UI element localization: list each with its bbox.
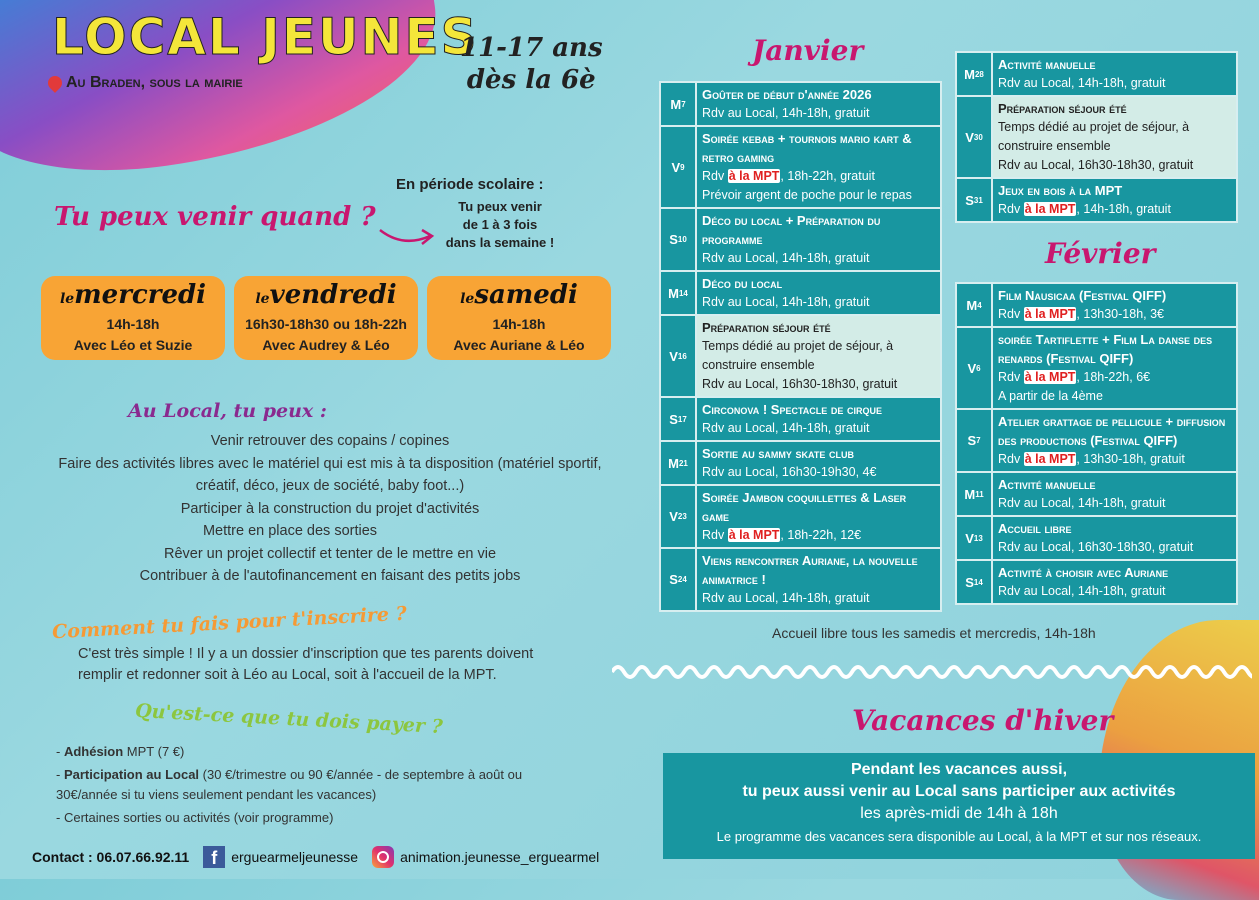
event-details <box>993 517 1236 559</box>
school-line: dans la semaine ! <box>445 235 555 250</box>
vacances-line: les après-midi de 14h à 18h <box>860 805 1058 822</box>
event-date: 24 <box>677 575 687 584</box>
event-day: V 23 <box>661 486 697 547</box>
event-row <box>661 442 940 486</box>
line-text: Prévoir argent de poche pour le repas <box>702 188 912 202</box>
event-details <box>697 486 940 547</box>
janvier-title: Janvier <box>752 34 864 67</box>
event-date: 16 <box>677 351 687 361</box>
event-line <box>998 582 1232 601</box>
when-title: Tu peux venir quand ? <box>54 202 376 232</box>
line-text: Rdv au Local, 16h30-18h30, gratuit <box>702 377 898 391</box>
day-prefix: le <box>255 291 270 307</box>
schedule-saturday <box>427 276 611 360</box>
schedule-friday <box>234 276 418 360</box>
school-text <box>430 198 570 252</box>
mpt-highlight: à la MPT <box>1024 452 1076 466</box>
contact-phone: Contact : 06.07.66.92.11 <box>32 849 190 865</box>
day-hours: 14h-18h <box>492 316 546 332</box>
map-pin-icon <box>45 73 65 93</box>
event-title: Film Nausicaa (Festival QIFF) <box>998 288 1167 303</box>
line-text: Rdv <box>998 307 1024 321</box>
age-line: dès la 6è <box>466 65 596 95</box>
event-day: S 14 <box>957 561 993 603</box>
event-title: Soirée Jambon coquillettes & Laser game <box>702 490 907 524</box>
mpt-highlight: à la MPT <box>728 169 780 183</box>
item-rest: Certaines sorties ou activités (voir programme) <box>63 810 334 825</box>
day-prefix: le <box>59 291 75 307</box>
event-line <box>998 74 1232 93</box>
event-details <box>993 410 1236 471</box>
instagram-icon <box>372 846 394 868</box>
event-date: 14 <box>973 577 983 587</box>
event-line <box>998 200 1232 219</box>
event-day: S 24 <box>661 549 697 610</box>
location <box>48 74 243 92</box>
event-day: V 16 <box>661 316 697 396</box>
event-day: M 28 <box>957 53 993 95</box>
event-details <box>993 561 1236 603</box>
payer-title: Qu'est-ce que tu dois payer ? <box>134 699 444 739</box>
fevrier-title: Février <box>1045 237 1156 270</box>
vacances-line: Le programme des vacances sera disponible au Local, à la MPT et sur nos réseaux. <box>716 829 1202 844</box>
mpt-highlight: à la MPT <box>728 528 780 542</box>
line-text: Rdv au Local, 16h30-19h30, 4€ <box>702 465 877 479</box>
fevrier-table <box>955 282 1238 605</box>
event-details <box>697 83 940 125</box>
school-line: de 1 à 3 fois <box>462 217 538 232</box>
event-details <box>697 442 940 484</box>
event-line <box>702 589 936 608</box>
event-row <box>957 473 1236 517</box>
event-line <box>998 305 1232 324</box>
item-rest: (30 €/trimestre ou 90 €/année - de septembre à août ou 30€/année si tu viens seulement pendant les vacances) <box>56 767 523 802</box>
contact-bar <box>32 846 599 868</box>
day-name: mercredi <box>74 280 207 310</box>
event-details <box>697 549 940 610</box>
line-text: Rdv au Local, 14h-18h, gratuit <box>998 76 1166 90</box>
event-day: M 11 <box>957 473 993 515</box>
event-date: 30 <box>973 132 983 142</box>
event-title: Circonova ! Spectacle de cirque <box>702 402 883 417</box>
line-text: Rdv au Local, 14h-18h, gratuit <box>702 106 870 120</box>
line-text: , 18h-22h, 12€ <box>780 528 862 542</box>
event-title: Activité manuelle <box>998 57 1096 72</box>
vacances-title: Vacances d'hiver <box>852 704 1114 737</box>
event-day: V 9 <box>661 127 697 207</box>
accueil-note: Accueil libre tous les samedis et mercredis, 14h-18h <box>772 625 1096 641</box>
event-line <box>702 463 936 482</box>
event-title: Atelier grattage de pellicule + diffusion des productions (Festival QIFF) <box>998 414 1226 448</box>
event-row <box>957 561 1236 603</box>
day-name: samedi <box>474 280 578 310</box>
event-details <box>697 316 940 396</box>
line-text: Rdv au Local, 14h-18h, gratuit <box>998 496 1166 510</box>
event-title: Activité à choisir avec Auriane <box>998 565 1169 580</box>
day-staff: Avec Léo et Suzie <box>73 337 193 353</box>
event-line <box>702 337 936 375</box>
event-date: 17 <box>677 414 687 424</box>
event-line <box>702 526 936 545</box>
event-title: Accueil libre <box>998 521 1072 536</box>
event-line <box>998 538 1232 557</box>
local-list <box>40 430 620 588</box>
event-row <box>661 398 940 442</box>
instagram-link[interactable]: animation.jeunesse_erguearmel <box>400 849 600 865</box>
event-row <box>661 127 940 209</box>
event-row <box>661 549 940 610</box>
event-details <box>697 272 940 314</box>
event-date: 31 <box>973 195 983 205</box>
event-date: 4 <box>977 300 982 310</box>
event-row <box>957 179 1236 221</box>
day-staff: Avec Audrey & Léo <box>262 337 390 353</box>
event-day: M 7 <box>661 83 697 125</box>
event-details <box>697 398 940 440</box>
line-text: , 18h-22h, 6€ <box>1076 370 1151 384</box>
line-text: Rdv au Local, 14h-18h, gratuit <box>998 584 1166 598</box>
day-prefix: le <box>460 291 475 307</box>
line-text: Rdv au Local, 16h30-18h30, gratuit <box>998 158 1194 172</box>
list-item: - Adhésion MPT (7 €) <box>56 744 185 759</box>
event-title: Activité manuelle <box>998 477 1096 492</box>
event-details <box>697 209 940 270</box>
event-details <box>993 328 1236 408</box>
event-day: M 4 <box>957 284 993 326</box>
location-text: Au Braden, sous la mairie <box>66 74 243 91</box>
line-text: A partir de la 4ème <box>998 389 1103 403</box>
event-title: Déco du local + Préparation du programme <box>702 213 881 247</box>
event-day: S 31 <box>957 179 993 221</box>
event-row <box>957 410 1236 473</box>
event-line <box>998 494 1232 513</box>
event-line <box>702 186 936 205</box>
line-text: Rdv au Local, 14h-18h, gratuit <box>702 251 870 265</box>
event-line <box>702 104 936 123</box>
event-details <box>993 284 1236 326</box>
event-day: S 17 <box>661 398 697 440</box>
logo-title: LOCAL JEUNES <box>52 8 479 66</box>
list-item: Venir retrouver des copains / copines <box>210 433 450 449</box>
event-line <box>998 450 1232 469</box>
line-text: , 14h-18h, gratuit <box>1076 202 1171 216</box>
line-text: , 13h30-18h, 3€ <box>1076 307 1164 321</box>
event-row <box>957 53 1236 97</box>
event-title: Sortie au sammy skate club <box>702 446 854 461</box>
event-row <box>661 316 940 398</box>
event-title: Préparation séjour été <box>998 101 1127 116</box>
list-item: Mettre en place des sorties <box>202 523 378 539</box>
event-date: 9 <box>680 162 685 172</box>
list-item: Rêver un projet collectif et tenter de le mettre en vie <box>163 545 497 562</box>
line-text: Rdv <box>702 528 728 542</box>
event-date: 13 <box>973 533 983 543</box>
event-details <box>993 53 1236 95</box>
event-date: 7 <box>681 99 686 109</box>
event-day: V 13 <box>957 517 993 559</box>
event-date: 14 <box>678 288 688 298</box>
mpt-highlight: à la MPT <box>1024 202 1076 216</box>
line-text: , 13h30-18h, gratuit <box>1076 452 1185 466</box>
vacances-line: Pendant les vacances aussi, <box>850 761 1068 778</box>
event-day: M 21 <box>661 442 697 484</box>
event-date: 21 <box>678 458 688 468</box>
line-text: Rdv au Local, 16h30-18h30, gratuit <box>998 540 1194 554</box>
mpt-highlight: à la MPT <box>1024 370 1076 384</box>
event-line <box>998 368 1232 387</box>
event-line <box>998 118 1232 156</box>
vacances-line: tu peux aussi venir au Local sans participer aux activités <box>742 783 1176 800</box>
schedule-wednesday <box>41 276 225 360</box>
janvier-suite-table <box>955 51 1238 223</box>
event-details <box>993 97 1236 177</box>
line-text: Rdv <box>998 452 1024 466</box>
event-date: 11 <box>975 489 984 499</box>
day-staff: Avec Auriane & Léo <box>453 337 585 353</box>
list-item: Contribuer à de l'autofinancement en faisant des petits jobs <box>139 568 521 584</box>
day-name: vendredi <box>269 280 397 310</box>
line-text: Rdv <box>702 169 728 183</box>
event-line <box>702 375 936 394</box>
event-title: soirée Tartiflette + Film La danse des renards (Festival QIFF) <box>998 332 1213 366</box>
line-text: Temps dédié au projet de séjour, à construire ensemble <box>702 339 894 372</box>
event-row <box>661 272 940 316</box>
event-day: V 6 <box>957 328 993 408</box>
event-day: M 14 <box>661 272 697 314</box>
event-row <box>661 83 940 127</box>
item-bold: Adhésion <box>63 744 124 759</box>
event-line <box>702 293 936 312</box>
payer-list <box>56 742 546 828</box>
list-item: - Participation au Local (30 €/trimestre ou 90 €/année - de septembre à août ou 30€/année si tu viens seulement pendant les vacances) <box>56 767 523 802</box>
event-row <box>957 517 1236 561</box>
line-text: Rdv <box>998 370 1024 384</box>
event-day: S 10 <box>661 209 697 270</box>
mpt-highlight: à la MPT <box>1024 307 1076 321</box>
event-details <box>993 473 1236 515</box>
line-text: Rdv au Local, 14h-18h, gratuit <box>702 295 870 309</box>
event-date: 10 <box>677 235 687 244</box>
vacances-box <box>663 753 1255 859</box>
wave-divider <box>612 660 1252 684</box>
event-row <box>957 328 1236 410</box>
list-item: - Certaines sorties ou activités (voir programme) <box>56 810 334 825</box>
event-details <box>993 179 1236 221</box>
event-title: Soirée kebab + tournois mario kart & retro gaming <box>702 131 912 165</box>
school-title: En période scolaire : <box>396 176 544 193</box>
event-day: S 7 <box>957 410 993 471</box>
event-line <box>702 419 936 438</box>
day-hours: 16h30-18h30 ou 18h-22h <box>245 316 407 332</box>
list-item: Participer à la construction du projet d'activités <box>180 500 480 517</box>
age-line: 11-17 ans <box>460 33 603 63</box>
event-row <box>957 284 1236 328</box>
inscription-text: C'est très simple ! Il y a un dossier d'inscription que tes parents doivent remplir et redonner soit à Léo au Local, soit à l'accueil de la MPT. <box>78 646 534 683</box>
event-row <box>661 486 940 549</box>
line-text: Rdv <box>998 202 1024 216</box>
inscription-title: Comment tu fais pour t'inscrire ? <box>51 602 408 644</box>
event-title: Viens rencontrer Auriane, la nouvelle animatrice ! <box>702 553 918 587</box>
event-row <box>661 209 940 272</box>
school-line: Tu peux venir <box>458 199 542 214</box>
event-date: 23 <box>677 512 687 521</box>
facebook-link[interactable]: erguearmeljeunesse <box>231 849 359 865</box>
event-title: Jeux en bois à la MPT <box>998 183 1123 198</box>
line-text: Rdv au Local, 14h-18h, gratuit <box>702 421 870 435</box>
arrow-icon <box>378 222 438 252</box>
item-rest: MPT (7 €) <box>123 744 185 759</box>
janvier-table <box>659 81 942 612</box>
age-range <box>460 32 603 96</box>
event-title: Déco du local <box>702 276 783 291</box>
event-title: Goûter de début d'année 2026 <box>702 87 872 102</box>
event-date: 7 <box>976 436 981 445</box>
event-line <box>702 167 936 186</box>
event-details <box>697 127 940 207</box>
line-text: Temps dédié au projet de séjour, à construire ensemble <box>998 120 1190 153</box>
event-line <box>998 387 1232 406</box>
list-item: Faire des activités libres avec le matériel qui est mis à ta disposition (matériel sportif, créatif, déco, jeux de société, baby foot...) <box>58 455 602 494</box>
event-day: V 30 <box>957 97 993 177</box>
event-row <box>957 97 1236 179</box>
event-title: Préparation séjour été <box>702 320 831 335</box>
line-text: Rdv au Local, 14h-18h, gratuit <box>702 591 870 605</box>
facebook-icon: f <box>203 846 225 868</box>
day-hours: 14h-18h <box>106 316 160 332</box>
item-bold: Participation au Local <box>63 767 200 782</box>
line-text: , 18h-22h, gratuit <box>780 169 875 183</box>
event-line <box>998 156 1232 175</box>
local-title: Au Local, tu peux : <box>128 400 327 422</box>
event-date: 28 <box>974 69 984 79</box>
event-line <box>702 249 936 268</box>
event-date: 6 <box>976 363 981 373</box>
